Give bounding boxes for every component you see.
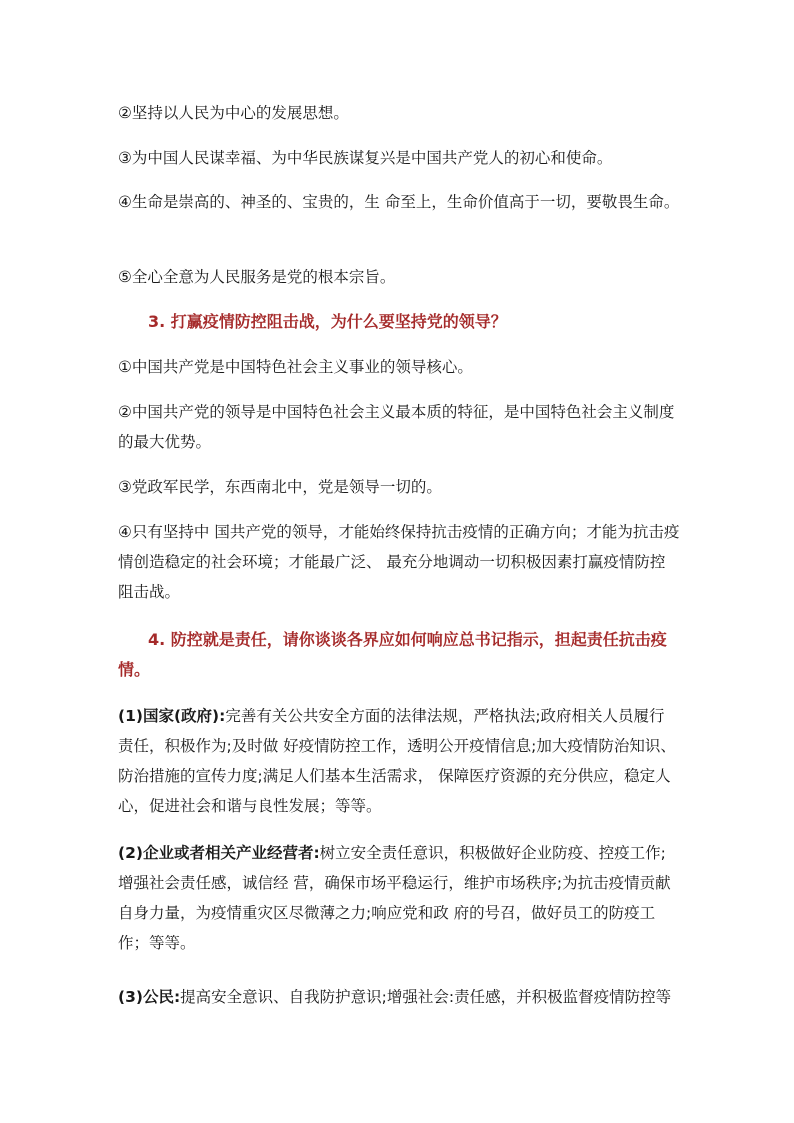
point-3: ③为中国人民谋幸福、为中华民族谋复兴是中国共产党人的初心和使命。 <box>118 149 613 167</box>
point-2: ②坚持以人民为中心的发展思想。 <box>118 104 349 122</box>
q4-item-1-text: 完善有关公共安全方面的法律法规，严格执法;政府相关人员履行责任，积极作为;及时做 好疫情防控工作，透明公开疫情信息;加大疫情防治知识、防治措施的宣传力度;满足人们基本生活需求， 保障医疗资源的充分供应，稳定人心，促进社会和谐与良性发展；等等。 <box>118 707 676 815</box>
question-4-heading: 4. 防控就是责任，请你谈谈各界应如何响应总书记指示，担起责任抗击疫情。 <box>118 630 667 679</box>
q4-item-2-text: 树立安全责任意识，积极做好企业防疫、控疫工作;增强社会责任感，诚信经 营，确保市场平稳运行，维护市场秩序;为抗击疫情贡献自身力量，为疫情重灾区尽微薄之力;响应党和政 府的号召，做好员工的防疫工作；等等。 <box>118 844 671 952</box>
q4-item-2-lead: (2)企业或者相关产业经营者: <box>118 844 320 862</box>
q3-item-2: ②中国共产党的领导是中国特色社会主义最本质的特征，是中国特色社会主义制度的最大优势。 <box>118 403 675 451</box>
point-5: ⑤全心全意为人民服务是党的根本宗旨。 <box>118 268 396 286</box>
q4-item-3-lead: (3)公民: <box>118 988 181 1006</box>
q4-item-3 <box>118 982 680 1012</box>
q4-item-2 <box>118 838 680 958</box>
q4-item-1 <box>118 701 680 821</box>
q4-item-1-lead: (1)国家(政府): <box>118 707 226 725</box>
point-4: ④生命是崇高的、神圣的、宝贵的，生 命至上，生命价值高于一切，要敬畏生命。 <box>118 193 680 211</box>
question-3-heading: 3. 打赢疫情防控阻击战，为什么要坚持党的领导？ <box>148 312 507 331</box>
q3-item-3: ③党政军民学，东西南北中，党是领导一切的。 <box>118 478 442 496</box>
q3-item-4: ④只有坚持中 国共产党的领导，才能始终保持抗击疫情的正确方向；才能为抗击疫情创造稳定的社会环境；才能最广泛、 最充分地调动一切积极因素打赢疫情防控阻击战。 <box>118 523 680 601</box>
q3-item-1: ①中国共产党是中国特色社会主义事业的领导核心。 <box>118 358 473 376</box>
q4-item-3-text: 提高安全意识、自我防护意识;增强社会:责任感，并积极监督疫情防控等 <box>180 988 672 1006</box>
